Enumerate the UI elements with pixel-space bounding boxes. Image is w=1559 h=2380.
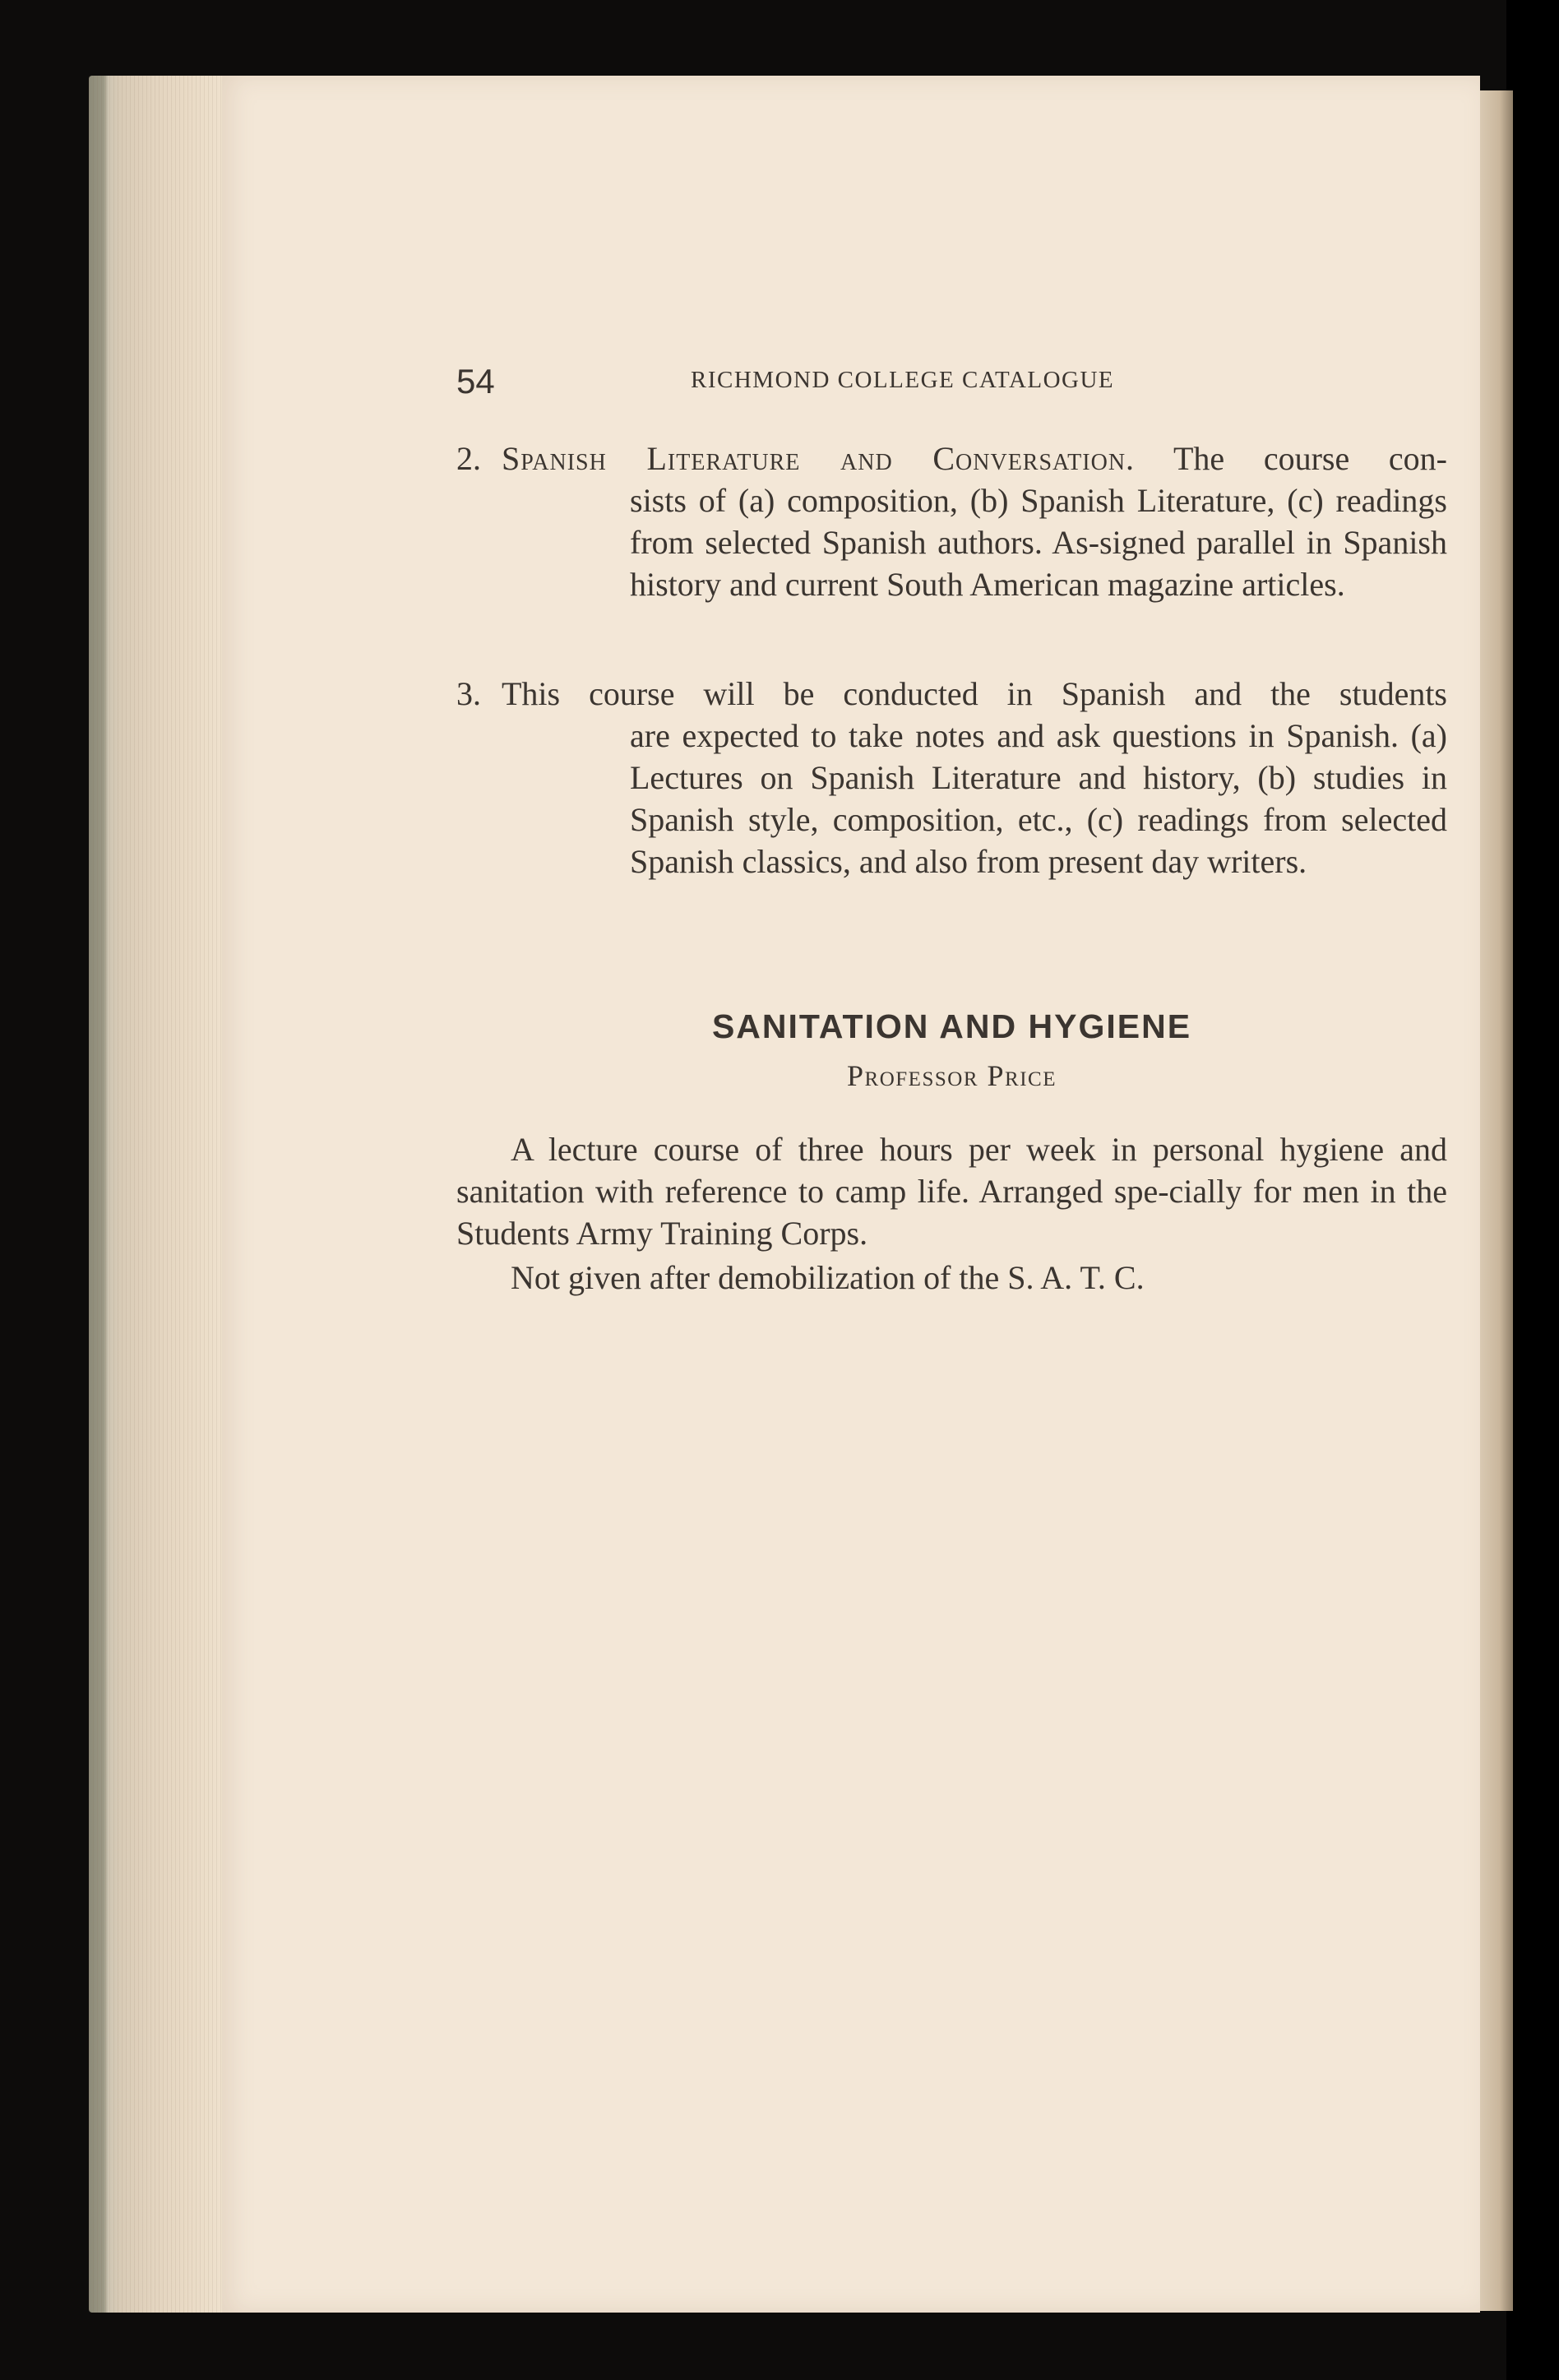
section-heading: SANITATION AND HYGIENE <box>711 1007 1192 1045</box>
section-paragraph: A lecture course of three hours per week in personal hygiene and sanitation with reference to camp life. Arranged spe-cially for men in the Students Army Training Corps. <box>456 1131 1447 1252</box>
scan-border <box>1506 0 1559 2380</box>
item-first-line <box>502 438 1447 479</box>
item-first-line: This course will be conducted in Spanish and the students <box>502 675 1447 712</box>
running-head: RICHMOND COLLEGE CATALOGUE <box>691 367 1115 393</box>
item-title: Spanish Literature and Conversation. <box>502 440 1136 477</box>
item-number: 2. <box>456 440 481 477</box>
book-fore-edge <box>89 76 229 2313</box>
section-subheading: Professor Price <box>847 1059 1057 1092</box>
item-continuation: are expected to take notes and ask questions in Spanish. (a) Lectures on Spanish Literature and history, (b) studies in Spanish style, composition, etc., (c) readings from selected Spanish classics, and also from present day writers. <box>630 717 1447 880</box>
item-continuation: sists of (a) composition, (b) Spanish Literature, (c) readings from selected Spanish authors. As-signed parallel in Spanish history and current South American magazine articles. <box>630 482 1447 603</box>
section-note: Not given after demobilization of the S. A. T. C. <box>511 1259 1145 1296</box>
item-number: 3. <box>456 675 481 712</box>
page-number: 54 <box>456 362 495 401</box>
item-first-line-rest: The course con- <box>1173 440 1448 477</box>
facing-page-edge <box>1480 90 1513 2311</box>
